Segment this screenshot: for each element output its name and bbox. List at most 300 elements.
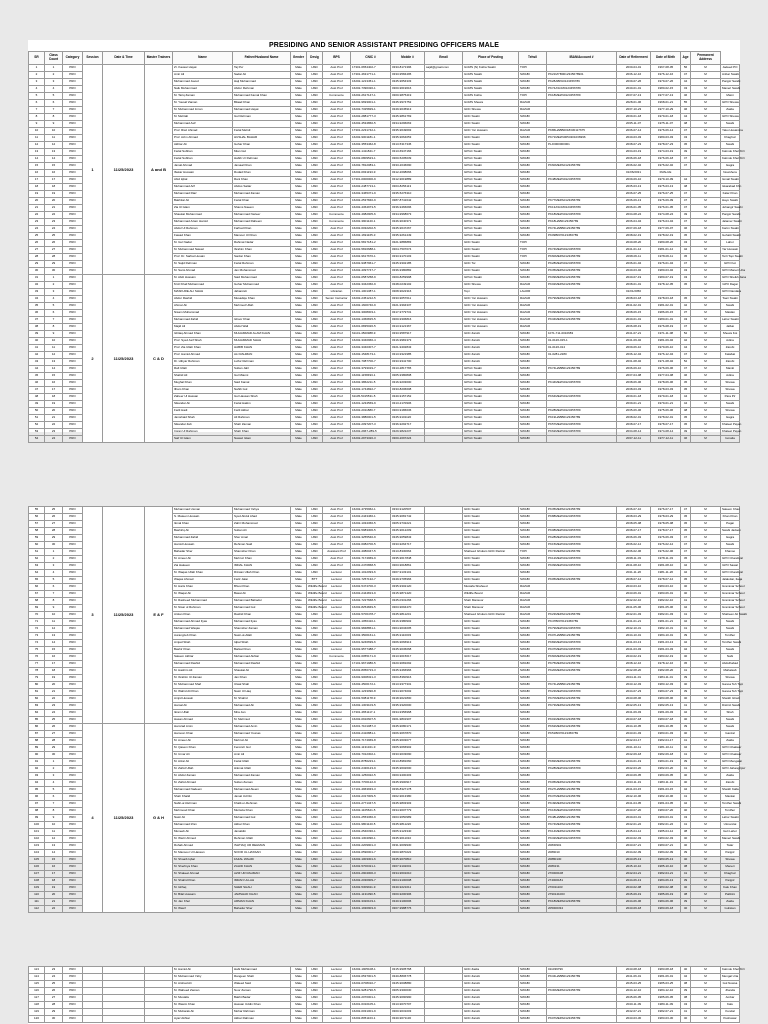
table-cell: SWABI [519,233,547,240]
table-cell: 61105-5015531-5 [351,394,391,401]
table-cell: Lecturer [323,988,351,995]
table-cell: SWABI [519,766,547,773]
table-cell: 45 [681,521,691,528]
table-cell: Iskarabad Khn [721,184,740,191]
table-cell: HSD [307,191,323,198]
table-cell: Khaghuz [721,871,740,878]
table-cell: 2790141003 [547,892,617,899]
table-cell: Panjpir Swabi [721,79,740,86]
table-cell: Bakhtiar Ali [173,198,233,205]
table-cell: Amir Ali [173,72,233,79]
table-cell: PK48HABB0123456789 [547,815,617,822]
table-cell: PRO [63,864,83,871]
table-cell: 2041-09-03 [617,710,651,717]
table-cell: 2041-01-12 [617,247,651,254]
table-cell: 2042-10-31 [617,626,651,633]
table-cell: Male [291,654,307,661]
table-cell: Rafi Ullah [173,366,233,373]
table-cell: 16202-1250022-5 [351,773,391,780]
table-cell: M [691,310,721,317]
table-cell: PRO [63,717,83,724]
table-cell: 16202-5983306-5 [351,528,391,535]
table-cell: 2031-08-02 [617,359,651,366]
table-cell: 0333-9057611 [391,296,425,303]
table-cell: 16202-7257132-7 [351,577,391,584]
table-cell: PRO [63,710,83,717]
table-cell [425,591,463,598]
table-cell: Syed Abdul Ahad [233,514,291,521]
table-cell [425,86,463,93]
table-cell: Rehman Ullah [233,836,291,843]
table-cell: 19 [45,401,63,408]
table-cell: Asst Prof [323,128,351,135]
table-cell: HSD [307,766,323,773]
table-cell: 26 [45,988,63,995]
table-cell: M [691,317,721,324]
table-cell: Asst Prof [323,563,351,570]
table-cell: 41 [681,752,691,759]
column-header: Session [83,52,103,65]
table-cell: 1983-08-06 [651,696,681,703]
table-cell: 40 [681,1016,691,1023]
table-cell: GDC Swabi [463,619,519,626]
table-cell: GDC Yar Hussain [463,310,519,317]
table-cell: GDC Swabi [463,247,519,254]
table-cell: 1 [45,549,63,556]
table-cell: M [691,899,721,906]
table-cell: GDC Swabi [463,703,519,710]
table-cell: HSD [307,612,323,619]
table-cell: HSD [307,254,323,261]
table-cell: Shewa [721,387,740,394]
table-cell: GDC Swabi [463,654,519,661]
table-cell: Majid Ali [173,324,233,331]
table-cell: 16202-9577488-7 [351,647,391,654]
table-cell: 0340-9157152 [391,394,425,401]
table-cell: 47 [681,549,691,556]
table-cell: PRO [63,352,83,359]
table-cell: Asst Prof [323,261,351,268]
table-cell: GDC Swabi [463,689,519,696]
table-cell: 94 [29,780,45,787]
table-cell: 2040-03-03 [617,135,651,142]
table-cell: RAZAR [519,605,547,612]
table-cell: 16201-6310105-1 [351,1002,391,1009]
table-cell: 0300-9306816 [391,317,425,324]
table-cell: 48 [681,408,691,415]
table-cell: M [691,584,721,591]
table-cell: SWABI [519,710,547,717]
table-cell: 2037-10-23 [617,107,651,114]
table-cell: Nasir Ul Haq [233,689,291,696]
table-cell [425,93,463,100]
table-cell: HSD [307,988,323,995]
table-cell: 20880130 [547,857,617,864]
table-cell: 1975-03-13 [651,184,681,191]
table-cell: HSD [307,808,323,815]
table-cell: TOPI [519,549,547,556]
table-cell: 24 [45,436,63,443]
table-cell: Male [291,717,307,724]
table-cell: 1976-07-17 [651,507,681,514]
table-cell: M [691,93,721,100]
table-cell: 9 [29,121,45,128]
table-cell: M [691,885,721,892]
table-cell: GDC Swabi [463,661,519,668]
table-cell: HSD [307,675,323,682]
table-cell: FAZAL WAHID [233,857,291,864]
table-cell: SWABI [519,359,547,366]
table-cell: Karim Swabi [721,226,740,233]
table-cell: 3 [29,79,45,86]
table-cell [425,422,463,429]
table-cell: GDC Swabi [463,542,519,549]
table-cell: 12 [45,352,63,359]
table-cell: PK37MEZN0123456789 [547,647,617,654]
table-cell: HSD [307,822,323,829]
column-header: CNIC # [351,52,391,65]
table-cell: SWABI [519,724,547,731]
table-cell: 17301-2231742-1 [351,128,391,135]
table-cell: Jalalottar, Ilaqa [721,577,740,584]
table-cell: 6 [29,100,45,107]
table-cell: 2036-02-02 [617,163,651,170]
table-cell: 29 [29,261,45,268]
table-cell: Male [291,612,307,619]
table-cell: HUSHAL BAHAR [233,135,291,142]
table-cell: Swabi [721,724,740,731]
table-cell: Male [291,114,307,121]
table-cell [547,995,617,1002]
table-cell: PRO [63,331,83,338]
table-cell: PK79MEPA0123456789 [547,296,617,303]
table-cell: 2043-05-13 [617,857,651,864]
table-cell: PK35MEPA0123456789 [547,268,617,275]
table-cell: 16202-3500161-1 [351,633,391,640]
table-cell: Muneeb Ali [173,829,233,836]
table-cell: 70 [29,612,45,619]
table-cell: 9 [45,121,63,128]
table-cell: SWABI [519,408,547,415]
table-cell: M [691,773,721,780]
table-cell: 47 [681,535,691,542]
table-cell [425,584,463,591]
table-cell: 26 [45,514,63,521]
table-cell: 40 [681,773,691,780]
table-cell [425,878,463,885]
table-cell: 17301-0000000-9 [351,177,391,184]
table-cell: Male [291,633,307,640]
table-row [29,507,740,514]
table-cell: Male [291,324,307,331]
table-cell: HSD [307,226,323,233]
table-cell: 0345-9012209 [391,528,425,535]
table-cell: SWABI [519,703,547,710]
table-cell: 16202-8254849-5 [351,605,391,612]
table-cell: RAZAR [519,107,547,114]
table-cell [547,584,617,591]
table-cell: M [691,352,721,359]
table-cell: Ganzal [721,731,740,738]
table-cell: 25 [45,507,63,514]
table-cell: Male [291,640,307,647]
table-cell: M [691,219,721,226]
table-cell: 2042-01-22 [617,822,651,829]
table-cell: Hikmat Ullah [233,766,291,773]
table-cell: Shaheen Ali Swabi [721,612,740,619]
table-cell: Lecturer [323,626,351,633]
table-cell: 2037-04-08 [617,373,651,380]
table-cell: Ganoa Teh Topi [721,689,740,696]
table-cell: 16202-2540330-1 [351,829,391,836]
table-cell: SWABI [519,780,547,787]
table-cell: Lecturer [323,661,351,668]
table-cell: 0321-9394337 [391,303,425,310]
table-cell: SWABI [519,1009,547,1016]
table-cell: 14 [45,640,63,647]
table-cell: 2043-08-18 [617,967,651,974]
table-cell: M. Muhammad Nawaz [173,247,233,254]
table-cell: Khaleel Payan [721,429,740,436]
table-cell: Male [291,808,307,815]
table-cell: 16202-0590001-7 [351,850,391,857]
table-cell: Male [291,675,307,682]
table-cell: 45 [29,373,45,380]
table-cell: M. Wahid Ali Khan [173,689,233,696]
table-cell: 71 [29,619,45,626]
table-cell: 2040-08-20 [617,240,651,247]
table-cell: 2036-06-03 [617,535,651,542]
table-cell: SWABI [519,850,547,857]
table-cell: PK60MEPA0123456789 [547,654,617,661]
table-cell: 40 [681,843,691,850]
table-cell: Ilham Khan [173,387,233,394]
table-cell: Graminar School [721,584,740,591]
table-cell: 1976-01-04 [651,261,681,268]
table-cell [425,282,463,289]
table-cell [425,766,463,773]
table-cell: Muhammad Usman [173,507,233,514]
table-cell: 2038-07-12 [617,577,651,584]
table-cell: 0300-2097224 [391,436,425,443]
table-cell: GPGC Swabi [463,149,519,156]
table-cell: 16202-9617670-1 [351,254,391,261]
table-cell: Swabi [721,619,740,626]
table-cell: 1976-12-04 [651,352,681,359]
table-cell: 1978-03-29 [651,514,681,521]
table-cell: Kalabat [721,352,740,359]
table-cell: Male [291,514,307,521]
table-cell: M Al Khail Muhammad [173,282,233,289]
table-cell: Fazli Akbar [233,408,291,415]
table-cell: 2037-12-11 [617,436,651,443]
table-cell: SWABI [519,654,547,661]
table-cell [425,408,463,415]
table-cell: 2040-07-19 [617,275,651,282]
table-cell: GDC Swabi [463,822,519,829]
table-cell: Prof. Syed Asif Shah [173,338,233,345]
table-cell [425,528,463,535]
table-cell: Zaheer Ul Hassan [173,394,233,401]
table-cell: Male [291,93,307,100]
table-cell: GPGC Swabi [463,415,519,422]
table-cell: SWABI [519,570,547,577]
table-cell: Nawaz Islam [233,436,291,443]
table-cell: GDC Swabi [463,710,519,717]
table-cell: PRO [63,254,83,261]
table-cell: PK28MEZN0123456789 [547,766,617,773]
table-cell: SWABI [519,114,547,121]
table-cell: 1982-10-31 [651,626,681,633]
table-cell: Male [291,170,307,177]
table-cell [425,254,463,261]
table-cell: Lecturer [323,710,351,717]
table-cell: PK77MEPA0123456789 [547,198,617,205]
table-cell: 2043-08-06 [617,696,651,703]
table-cell: Swabi [721,401,740,408]
table-cell [425,988,463,995]
table-cell: Swabi [721,647,740,654]
table-cell: TOPI [519,65,547,72]
table-cell: Abid Iqbal [173,177,233,184]
table-cell: Lecturer [323,570,351,577]
table-cell: 56 [681,65,691,72]
table-cell: 0305-9380808 [391,373,425,380]
table-cell: 1981-08-10 [651,563,681,570]
table-cell [425,626,463,633]
table-cell: Akhtar Ali [173,142,233,149]
table-cell: PRO [63,338,83,345]
table-cell: 2045-03-25 [617,981,651,988]
table-cell: 2044-06-06 [617,899,651,906]
table-cell: M [691,359,721,366]
table-cell: SWABI [519,86,547,93]
table-cell: PRO [63,429,83,436]
table-cell: 86 [29,724,45,731]
table-cell: GPGC Swabi [463,212,519,219]
table-cell: 1980-01-01 [651,317,681,324]
table-cell: 2041-01-21 [617,619,651,626]
table-cell: Tatar [721,843,740,850]
table-cell: 39 [681,633,691,640]
table-cell: PRO [63,745,83,752]
table-cell: PRO [63,219,83,226]
table-cell: Ambar [721,995,740,1002]
table-cell: 14 [45,156,63,163]
table-cell: GPO Maneri Uria [721,268,740,275]
table-cell [425,310,463,317]
table-cell: HSD [307,871,323,878]
table-cell: SWABI [519,226,547,233]
table-cell: Male [291,780,307,787]
table-cell: Male [291,79,307,86]
table-cell: 2036-12-04 [617,352,651,359]
table-cell: 0307-9133101 [391,570,425,577]
table-cell: HSD [307,738,323,745]
table-cell: Lecturer [323,598,351,605]
table-cell: Male [291,794,307,801]
table-cell: 48 [681,121,691,128]
table-cell: 2041-05-06 [617,605,651,612]
table-cell [425,72,463,79]
table-cell: 73 [29,633,45,640]
table-cell: Sardar Khan [233,254,291,261]
table-cell: 0349-9045913 [391,107,425,114]
table-cell: Muhammad Azam Hamid [173,219,233,226]
table-cell: HSD [307,310,323,317]
table-cell: 21 [29,205,45,212]
table-cell: 78 [29,668,45,675]
table-cell: Asst Prof [323,121,351,128]
table-cell: 42 [681,338,691,345]
table-cell: SWABI [519,205,547,212]
table-cell: HSD [307,857,323,864]
table-cell: Male [291,191,307,198]
table-cell: 16202-2967-289-5 [351,429,391,436]
table-cell: M [691,766,721,773]
table-cell: Male [291,121,307,128]
table-cell: 22 [45,906,63,913]
table-cell: 1978-06-06 [651,380,681,387]
table-cell: HSD [307,205,323,212]
table-cell: Male [291,387,307,394]
table-cell: Nabil-ur-Rehman [173,801,233,808]
table-cell: SWABI [519,647,547,654]
table-cell [547,170,617,177]
table-cell: SWABI [519,689,547,696]
table-cell: 28 [45,528,63,535]
table-cell [425,289,463,296]
table-cell: M. Abdi Hussain [173,275,233,282]
table-cell: GPGC Swabi [463,408,519,415]
table-cell: PRO [63,633,83,640]
table-cell: 1979-01-18 [651,114,681,121]
table-cell: 74 [29,640,45,647]
table-cell: Male [291,822,307,829]
table-cell: Asst Prof [323,191,351,198]
table-cell: 7 [45,591,63,598]
table-cell: 2044-01-19 [617,759,651,766]
table-cell: Jadeed PO [721,65,740,72]
table-cell: 16202-9001181-1 [351,135,391,142]
table-cell: M. Waqas Ullah Khan [173,570,233,577]
table-cell: HSD [307,773,323,780]
table-cell: 7 [45,801,63,808]
table-cell: Male [291,988,307,995]
table-cell: 16202-2430123-9 [351,766,391,773]
table-cell: Male [291,521,307,528]
table-cell: Jan Muhammad [233,268,291,275]
table-cell: PRO [63,878,83,885]
table-cell: Male [291,275,307,282]
table-cell: SWABI [519,906,547,913]
table-cell: 0333-2046690 [391,163,425,170]
table-cell: Male [291,857,307,864]
table-cell: Male [291,408,307,415]
table-cell: 270011103 [547,885,617,892]
table-cell: 38 [681,864,691,871]
table-cell: PRO [63,303,83,310]
table-cell: Lecturer [323,752,351,759]
table-row [29,1009,740,1016]
table-cell: M [691,114,721,121]
table-cell: M. Zahid Ahmad [173,780,233,787]
date-cell: 11/25/2023 [103,65,145,275]
table-cell: 37 [29,317,45,324]
table-cell: Male [291,773,307,780]
table-cell: 103 [29,843,45,850]
table-cell: 16202-7700122-9 [351,780,391,787]
